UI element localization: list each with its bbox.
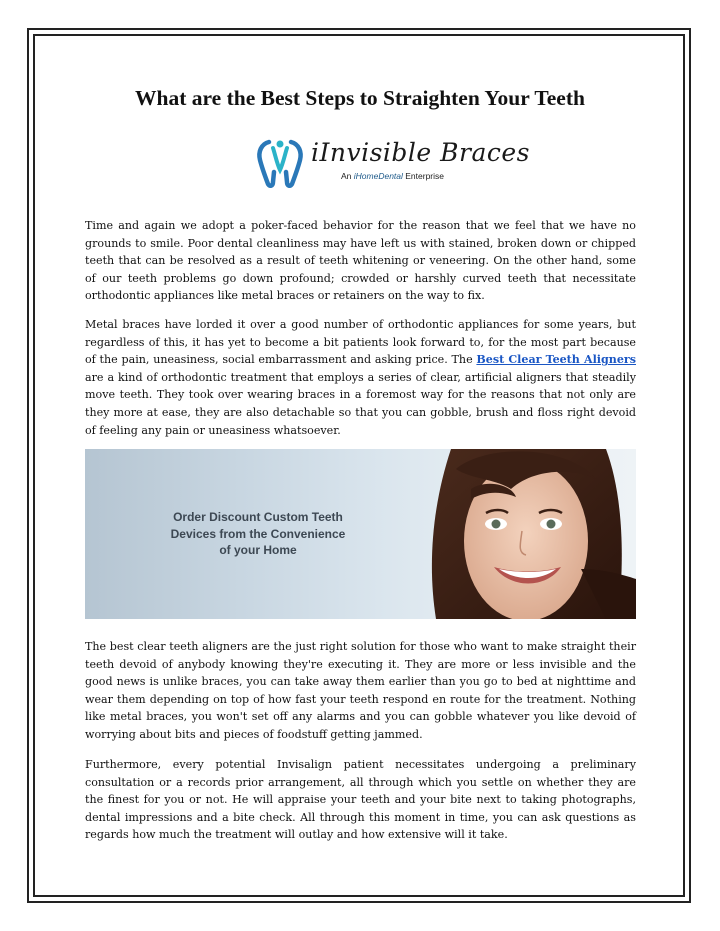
paragraph-3: The best clear teeth aligners are the just right solution for those who want to make straight their teeth devoid of anybody knowing they're executing it. They are more or less invisible and the good news is unlike braces, you can take away them earlier than you go to bed at nighttime and wear them depending on top of how fast your teeth respond en route for the treatment. Nothing like metal braces, you won't set off any alarms and you can gobble whatever you like devoid of worrying about bits and pieces of foodstuff getting jammed.	[85, 640, 636, 741]
paragraph-4: Furthermore, every potential Invisalign patient necessitates undergoing a preliminary consultation or a records prior arrangement, all through which you settle on whether they are the finest for you or not. He will appraise your teeth and your bite next to taking photographs, dental impressions and a bite check. All through this moment in time, you can ask questions as regards how much the treatment will outlay and how extensive will it take.	[85, 758, 636, 842]
best-clear-teeth-aligners-link[interactable]: Best Clear Teeth Aligners	[476, 353, 636, 367]
banner-tagline: Order Discount Custom Teeth Devices from the Convenience of your Home	[170, 510, 346, 557]
tooth-logo-icon	[255, 134, 305, 190]
invisible-braces-logo	[255, 134, 531, 190]
smiling-woman-photo	[336, 449, 636, 619]
document-title: What are the Best Steps to Straighten Your Teeth	[135, 86, 585, 110]
logo-tagline: An iHomeDental Enterprise	[341, 171, 445, 181]
logo-tagline-brand: iHomeDental	[353, 171, 403, 181]
paragraph-1: Time and again we adopt a poker-faced behavior for the reason that we feel that we have no grounds to smile. Poor dental cleanliness may have left us with stained, broken down or chipped teeth that can be resolved as a result of teeth whitening or veneering. On the other hand, some of our teeth problems go down profound; crowded or harshly curved teeth that necessitate orthodontic appliances like metal braces or retainers on the way to fix.	[85, 219, 636, 303]
promo-banner-image	[85, 449, 636, 619]
logo-wordmark: iInvisible Braces	[311, 138, 531, 167]
paragraph-2: Metal braces have lorded it over a good number of orthodontic appliances for some years, but regardless of this, it has yet to become a bit patients look forward to, for the most part because of the pain, uneasiness, social embarrassment and asking price. The Best Clear Teeth Aligners are a kind of orthodontic treatment that employs a series of clear, artificial aligners that steadily move teeth. They took over wearing braces in a foremost way for the reasons that not only are they more at ease, they are also detachable so that you can gobble, brush and floss right devoid of feeling any pain or uneasiness whatsoever.	[85, 318, 636, 437]
